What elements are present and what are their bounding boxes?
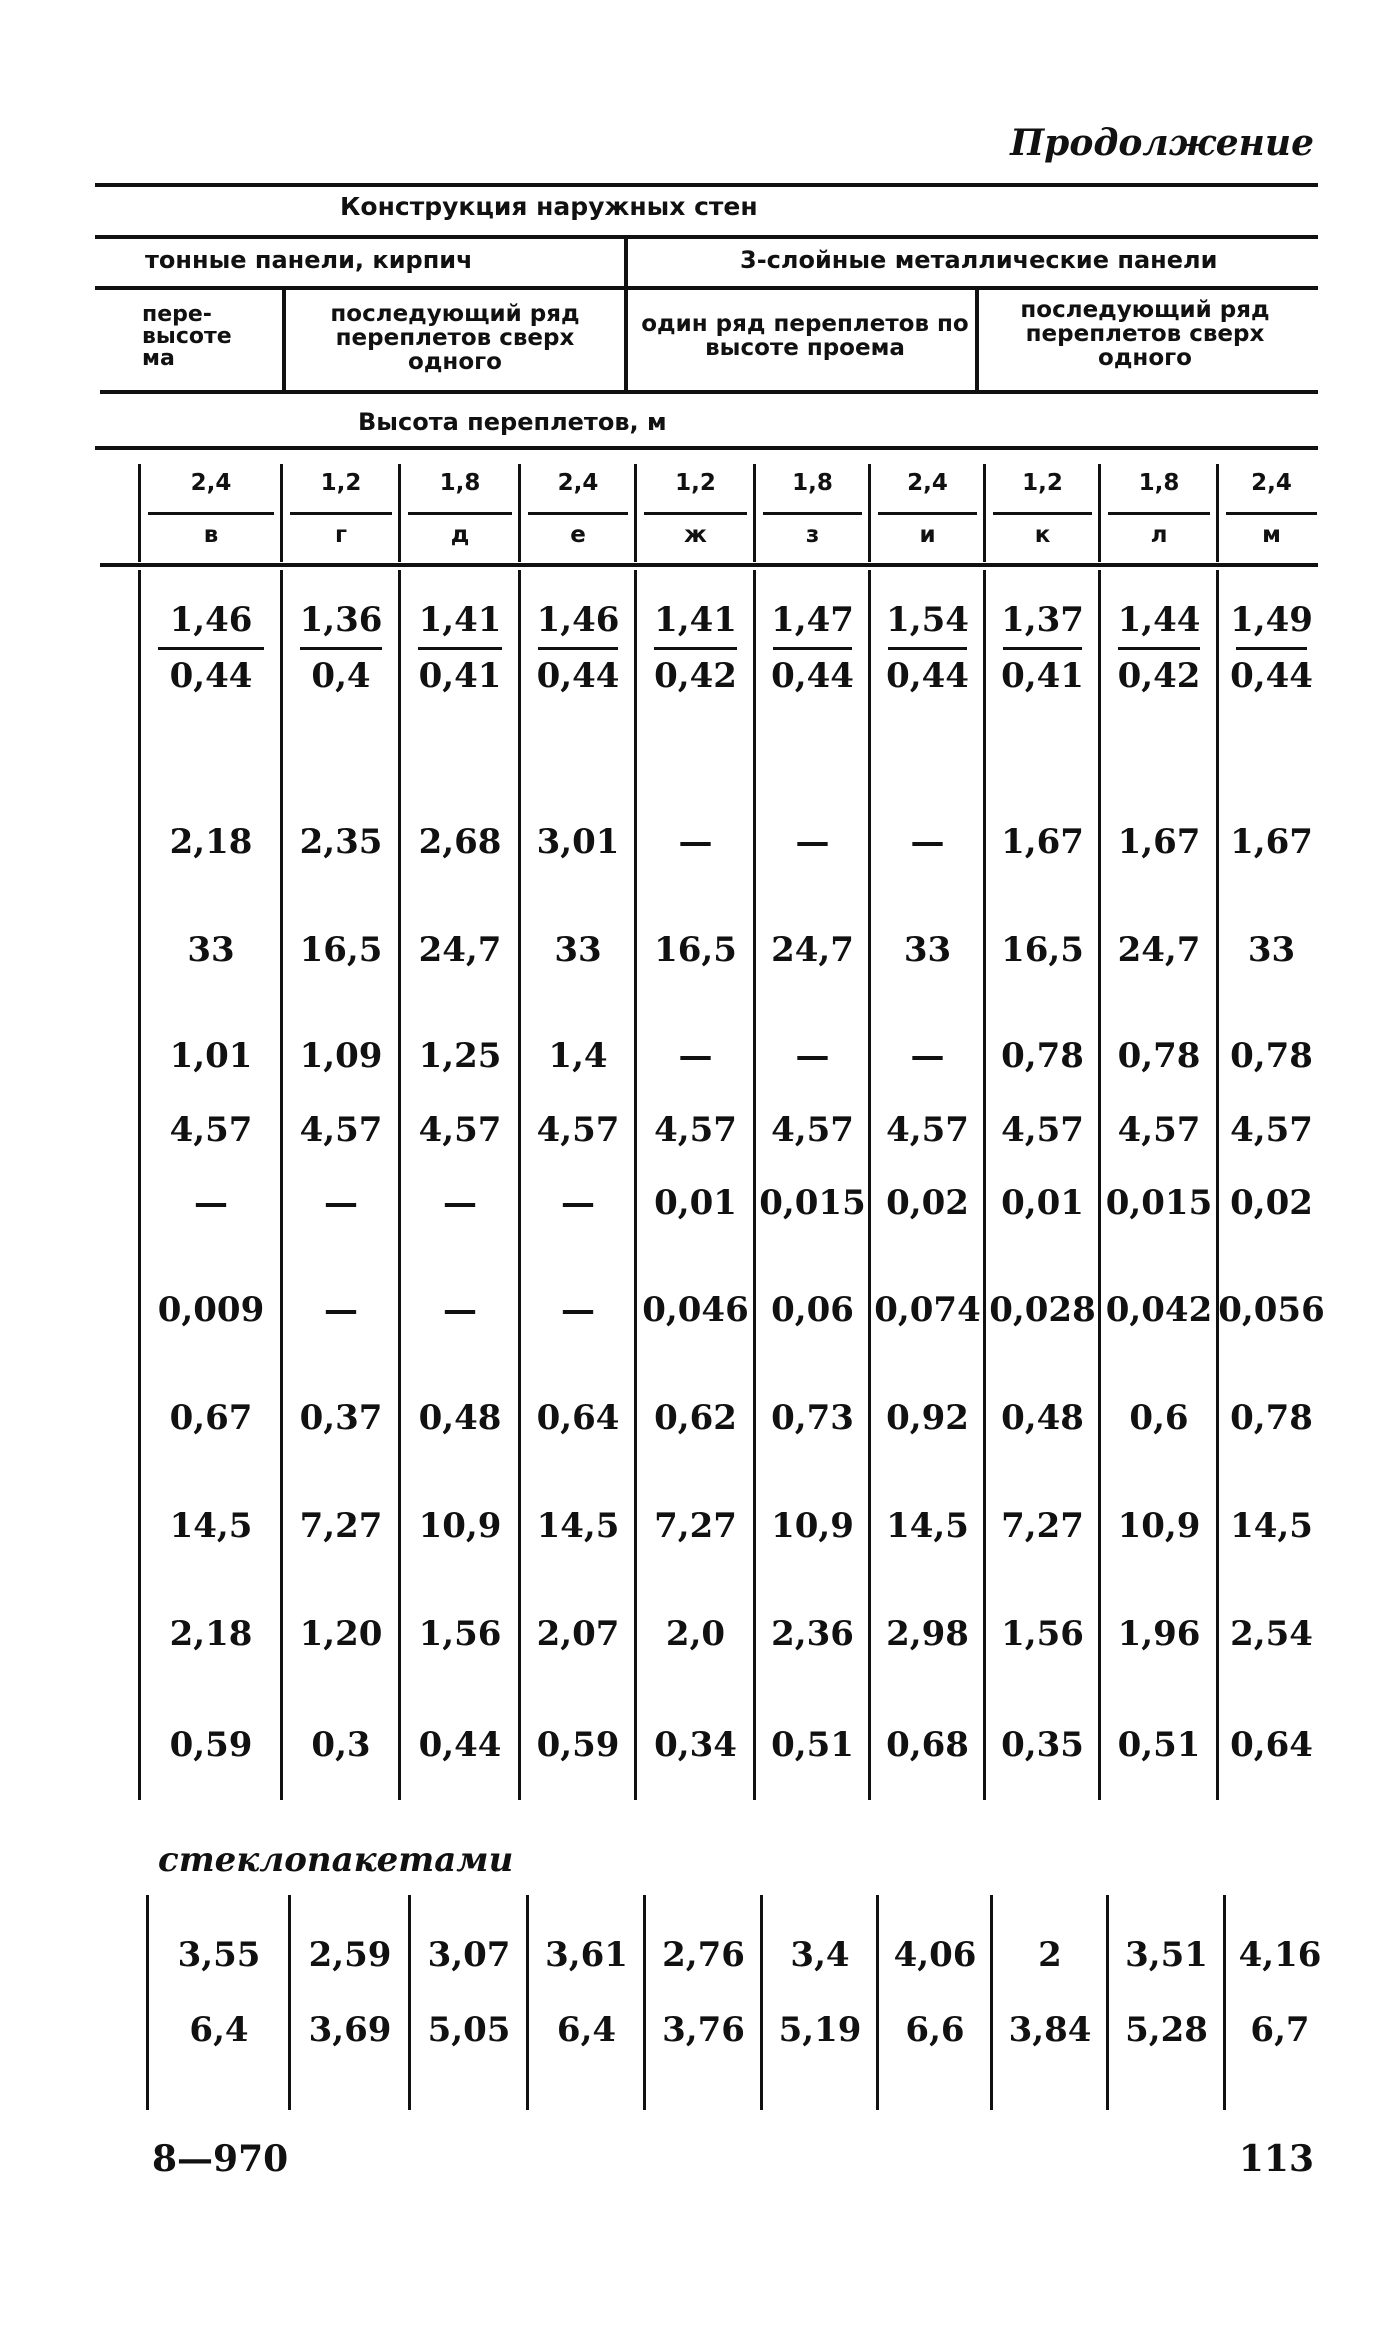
sub-header-4: последующий ряд переплетов сверх одного (1020, 297, 1270, 371)
table-cell: 0,01 (1001, 1183, 1084, 1223)
table-cell: 0,48 (418, 1398, 502, 1438)
table-cell: 4,57 (418, 1110, 502, 1150)
fraction-bar (538, 647, 618, 650)
letter-cell: к (1034, 522, 1051, 548)
table-cell: 0,34 (654, 1725, 737, 1765)
fraction-bar (418, 647, 502, 650)
table-cell: 1,56 (1001, 1614, 1084, 1654)
header-col-divider (753, 464, 756, 562)
lower-cell: 6,7 (1250, 2010, 1310, 2050)
table-cell: 1,67 (1001, 822, 1084, 862)
header-col-divider (634, 464, 637, 562)
table-cell: 2,35 (299, 822, 383, 862)
table-cell: 0,62 (654, 1398, 737, 1438)
table-cell: — (194, 1183, 228, 1223)
table-cell: 3,01 (536, 822, 620, 862)
table-cell: 0,6 (1129, 1398, 1189, 1438)
table-cell: — (324, 1183, 358, 1223)
lower-cell: 5,28 (1125, 2010, 1208, 2050)
table-cell: 10,9 (771, 1506, 854, 1546)
table-cell: 0,73 (771, 1398, 854, 1438)
letter-cell: л (1150, 522, 1168, 548)
table-cell: 14,5 (169, 1506, 253, 1546)
section-subtitle: стеклопакетами (158, 1840, 514, 1880)
page-number: 113 (1238, 2138, 1314, 2180)
lower-cell: 5,19 (778, 2010, 862, 2050)
table-cell: 1,20 (299, 1614, 383, 1654)
fraction-numerator: 1,37 (1001, 600, 1084, 640)
table-cell: 0,015 (1105, 1183, 1213, 1223)
table-cell: 14,5 (1230, 1506, 1313, 1546)
table-cell: — (678, 822, 713, 862)
table-cell: 1,4 (548, 1036, 608, 1076)
table-cell: 2,54 (1230, 1614, 1313, 1654)
table-cell: 2,07 (536, 1614, 620, 1654)
table-cell: 0,35 (1001, 1725, 1084, 1765)
sub-header-3: один ряд переплетов по высоте проема (641, 311, 969, 361)
fraction-bar (1236, 647, 1307, 650)
lower-col-divider (990, 1895, 993, 2110)
fraction-bar (654, 647, 737, 650)
fraction-bar (1118, 647, 1200, 650)
lower-cell: 3,51 (1125, 1935, 1208, 1975)
height-cell: 1,8 (1138, 470, 1180, 496)
fraction-bar (773, 647, 852, 650)
table-cell: 0,028 (989, 1290, 1096, 1330)
table-cell: 1,56 (418, 1614, 502, 1654)
fraction-denominator: 0,44 (771, 656, 854, 696)
lower-cell: 6,6 (905, 2010, 965, 2050)
wall-construction-heading: Конструкция наружных стен (340, 192, 758, 221)
fraction-denominator: 0,41 (1001, 656, 1084, 696)
height-underline (878, 512, 977, 515)
lower-cell: 6,4 (556, 2010, 617, 2050)
height-cell: 2,4 (557, 470, 599, 496)
lower-col-divider (1223, 1895, 1226, 2110)
table-cell: 0,009 (157, 1290, 265, 1330)
height-underline (644, 512, 747, 515)
table-cell: — (561, 1290, 595, 1330)
table-cell: 0,015 (759, 1183, 866, 1223)
rule-3-left (95, 286, 625, 290)
lower-col-divider (408, 1895, 411, 2110)
table-cell: 16,5 (1001, 930, 1084, 970)
table-cell: 16,5 (654, 930, 737, 970)
table-cell: 1,67 (1117, 822, 1201, 862)
height-underline (528, 512, 628, 515)
table-cell: 0,78 (1230, 1398, 1313, 1438)
lower-cell: 4,06 (893, 1935, 977, 1975)
lower-cell: 2 (1038, 1935, 1062, 1975)
fraction-denominator: 0,4 (311, 656, 371, 696)
letter-cell: з (805, 522, 820, 548)
header-col-divider (1216, 464, 1219, 562)
continuation-label: Продолжение (1010, 122, 1314, 164)
fraction-denominator: 0,44 (1230, 656, 1313, 696)
height-underline (763, 512, 862, 515)
table-cell: 4,57 (299, 1110, 383, 1150)
lower-cell: 5,05 (427, 2010, 511, 2050)
table-cell: 2,36 (771, 1614, 854, 1654)
table-cell: 2,18 (169, 822, 253, 862)
table-cell: 4,57 (886, 1110, 969, 1150)
header-col-divider (518, 464, 521, 562)
table-cell: 1,01 (169, 1036, 253, 1076)
table-cell: 4,57 (1117, 1110, 1201, 1150)
fraction-numerator: 1,44 (1117, 600, 1201, 640)
fraction-denominator: 0,41 (418, 656, 502, 696)
height-underline (993, 512, 1092, 515)
fraction-denominator: 0,42 (1117, 656, 1201, 696)
fraction-numerator: 1,41 (654, 600, 737, 640)
table-cell: 2,98 (886, 1614, 969, 1654)
lower-col-divider (876, 1895, 879, 2110)
table-cell: 0,78 (1117, 1036, 1201, 1076)
table-cell: 0,074 (874, 1290, 981, 1330)
lower-cell: 3,76 (662, 2010, 745, 2050)
fraction-numerator: 1,49 (1230, 600, 1313, 640)
lower-cell: 4,16 (1238, 1935, 1322, 1975)
height-label: Высота переплетов, м (358, 408, 667, 436)
table-cell: 0,06 (771, 1290, 854, 1330)
table-cell: 0,59 (536, 1725, 620, 1765)
sub-divider-3 (975, 290, 979, 390)
lower-cell: 3,07 (427, 1935, 511, 1975)
rule-4 (100, 390, 1318, 394)
table-cell: 14,5 (886, 1506, 969, 1546)
letter-cell: ж (684, 522, 707, 548)
rule-top (95, 183, 1318, 187)
height-underline (1226, 512, 1317, 515)
table-cell: — (678, 1036, 713, 1076)
table-cell: 1,67 (1230, 822, 1313, 862)
table-cell: 24,7 (1117, 930, 1201, 970)
height-cell: 1,2 (675, 470, 716, 496)
table-cell: — (910, 1036, 945, 1076)
table-cell: 33 (1247, 930, 1296, 970)
table-cell: 0,01 (654, 1183, 737, 1223)
table-cell: 33 (187, 930, 235, 970)
table-cell: — (561, 1183, 595, 1223)
fraction-numerator: 1,47 (771, 600, 854, 640)
table-cell: 0,68 (886, 1725, 969, 1765)
lower-col-divider (526, 1895, 529, 2110)
group-left-heading: тонные панели, кирпич (145, 246, 473, 274)
table-cell: 2,0 (665, 1614, 726, 1654)
table-cell: 7,27 (299, 1506, 383, 1546)
height-cell: 2,4 (1251, 470, 1292, 496)
table-cell: 16,5 (299, 930, 383, 970)
table-cell: 0,042 (1105, 1290, 1213, 1330)
sub-divider-1 (282, 290, 286, 390)
table-cell: 0,046 (642, 1290, 749, 1330)
rule-5 (95, 446, 1318, 450)
table-cell: — (443, 1183, 477, 1223)
lower-cell: 2,76 (662, 1935, 745, 1975)
table-cell: — (910, 822, 945, 862)
table-cell: 1,96 (1117, 1614, 1201, 1654)
fraction-numerator: 1,54 (886, 600, 969, 640)
letter-cell: е (570, 522, 586, 548)
table-cell: 0,64 (1230, 1725, 1313, 1765)
sub-header-1: пере- высоте ма (142, 302, 232, 371)
table-cell: — (795, 822, 830, 862)
table-cell: 0,02 (886, 1183, 969, 1223)
fraction-numerator: 1,46 (536, 600, 620, 640)
lower-cell: 3,61 (545, 1935, 628, 1975)
height-cell: 1,2 (320, 470, 362, 496)
lower-col-divider (146, 1895, 149, 2110)
footer-code: 8—970 (152, 2138, 289, 2180)
letter-cell: г (334, 522, 348, 548)
table-cell: 1,09 (299, 1036, 383, 1076)
table-cell: 7,27 (1001, 1506, 1084, 1546)
table-cell: 33 (903, 930, 952, 970)
table-cell: 0,67 (169, 1398, 253, 1438)
table-cell: 24,7 (771, 930, 854, 970)
table-cell: 0,78 (1001, 1036, 1084, 1076)
table-cell: 0,59 (169, 1725, 253, 1765)
table-cell: — (443, 1290, 477, 1330)
header-col-divider (1098, 464, 1101, 562)
table-cell: 0,51 (771, 1725, 854, 1765)
lower-col-divider (760, 1895, 763, 2110)
header-col-divider (138, 464, 141, 562)
fraction-numerator: 1,36 (299, 600, 383, 640)
lower-col-divider (643, 1895, 646, 2110)
group-right-heading: 3-слойные металлические панели (740, 246, 1218, 274)
height-cell: 2,4 (190, 470, 232, 496)
header-col-divider (983, 464, 986, 562)
table-cell: — (324, 1290, 358, 1330)
table-cell: 1,25 (418, 1036, 502, 1076)
lower-cell: 3,69 (308, 2010, 392, 2050)
fraction-numerator: 1,41 (418, 600, 502, 640)
height-underline (1108, 512, 1210, 515)
fraction-denominator: 0,44 (536, 656, 620, 696)
letter-cell: в (203, 522, 219, 548)
table-cell: 4,57 (1001, 1110, 1084, 1150)
fraction-bar (888, 647, 967, 650)
height-cell: 1,2 (1022, 470, 1063, 496)
letter-cell: м (1262, 522, 1281, 548)
table-cell: 0,48 (1001, 1398, 1084, 1438)
fraction-denominator: 0,42 (654, 656, 737, 696)
header-col-divider (398, 464, 401, 562)
fraction-numerator: 1,46 (169, 600, 253, 640)
table-cell: 0,44 (418, 1725, 502, 1765)
rule-3-right (628, 286, 1318, 290)
header-col-divider (868, 464, 871, 562)
table-cell: 10,9 (418, 1506, 502, 1546)
table-cell: 0,3 (311, 1725, 371, 1765)
group-divider (624, 238, 628, 390)
lower-cell: 2,59 (308, 1935, 392, 1975)
table-cell: 24,7 (418, 930, 502, 970)
table-cell: — (795, 1036, 830, 1076)
table-cell: 4,57 (169, 1110, 253, 1150)
table-cell: 33 (554, 930, 602, 970)
table-cell: 4,57 (536, 1110, 620, 1150)
rule-6 (100, 563, 1318, 567)
table-cell: 10,9 (1117, 1506, 1201, 1546)
lower-cell: 3,55 (177, 1935, 261, 1975)
table-cell: 0,51 (1117, 1725, 1201, 1765)
fraction-bar (300, 647, 382, 650)
table-cell: 2,18 (169, 1614, 253, 1654)
height-underline (408, 512, 512, 515)
table-cell: 14,5 (536, 1506, 620, 1546)
fraction-denominator: 0,44 (169, 656, 253, 696)
table-cell: 0,64 (536, 1398, 620, 1438)
table-cell: 2,68 (418, 822, 502, 862)
letter-cell: д (450, 522, 470, 548)
letter-cell: и (919, 522, 936, 548)
table-cell: 0,02 (1230, 1183, 1313, 1223)
table-cell: 7,27 (654, 1506, 737, 1546)
height-cell: 1,8 (439, 470, 481, 496)
fraction-bar (158, 647, 264, 650)
height-cell: 1,8 (792, 470, 833, 496)
fraction-bar (1003, 647, 1082, 650)
table-cell: 4,57 (771, 1110, 854, 1150)
header-col-divider (280, 464, 283, 562)
height-cell: 2,4 (907, 470, 948, 496)
table-cell: 0,78 (1230, 1036, 1313, 1076)
sub-header-2: последующий ряд переплетов сверх одного (330, 301, 580, 375)
lower-cell: 6,4 (189, 2010, 249, 2050)
fraction-denominator: 0,44 (886, 656, 969, 696)
lower-cell: 3,84 (1008, 2010, 1092, 2050)
table-cell: 0,92 (886, 1398, 969, 1438)
lower-cell: 3,4 (790, 1935, 850, 1975)
height-underline (148, 512, 274, 515)
rule-2 (95, 235, 1318, 239)
table-cell: 0,37 (299, 1398, 383, 1438)
lower-col-divider (1106, 1895, 1109, 2110)
table-cell: 0,056 (1218, 1290, 1325, 1330)
height-underline (290, 512, 392, 515)
table-cell: 4,57 (654, 1110, 737, 1150)
lower-col-divider (288, 1895, 291, 2110)
table-cell: 4,57 (1230, 1110, 1313, 1150)
